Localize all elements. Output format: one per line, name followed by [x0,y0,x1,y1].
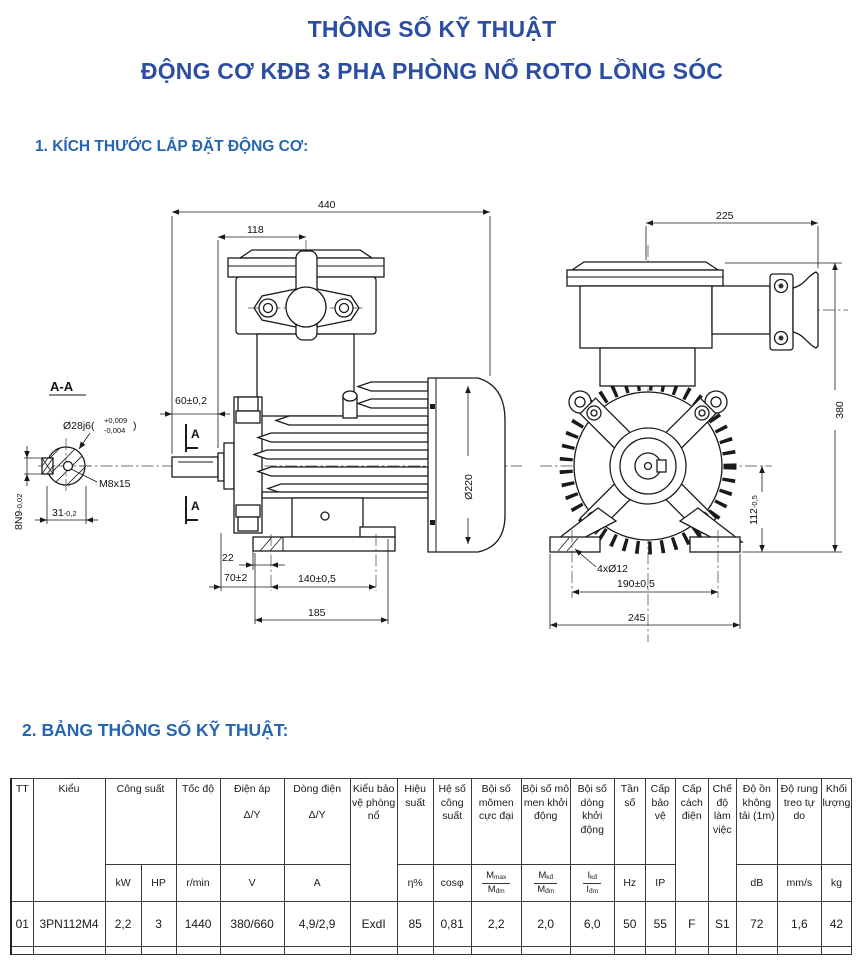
section-aa-view [13,379,137,530]
cell-insulation: F [675,902,708,947]
section-2-heading: 2. BẢNG THÔNG SỐ KỸ THUẬT: [22,720,289,740]
unit-mkd-ratio: $\frac{\text{Mkđ}}{\text{Mđm}}$ [521,865,570,902]
unit-mmax-ratio: $\frac{Mmax}{\text{Mđm}}$ [471,865,521,902]
table-header-row [11,779,852,865]
motor-side-view [80,199,522,624]
unit-hp: HP [141,865,176,902]
col-header-start-torque: Bội số mô men khởi động [521,779,570,865]
col-header-frequency: Tần số [614,779,645,865]
motor-front-view [540,210,848,642]
col-header-vibration: Độ rung treo tự do [777,779,821,865]
dim-base-length: 185 [308,607,326,619]
dim-box-width: 225 [716,210,734,222]
unit-v: V [220,865,284,902]
unit-hz: Hz [614,865,645,902]
cell-kw: 2,2 [105,902,141,947]
col-header-power: Công suất [105,779,176,865]
unit-cos: cosφ [433,865,471,902]
cut-marker-a-top: A [191,427,200,441]
dim-foot-holes: 4xØ12 [597,563,628,575]
cell-model: 3PN112M4 [33,902,105,947]
cell-ip: 55 [645,902,675,947]
dim-overall-length: 440 [318,199,336,211]
unit-rmin: r/min [176,865,220,902]
col-header-protection: Kiểu bảo vệ phòng nổ [350,779,397,902]
unit-ikd-ratio: $\frac{\text{Ikđ}}{\text{Iđm}}$ [570,865,614,902]
cell-current: 4,9/2,9 [284,902,350,947]
cell-start-torque: 2,0 [521,902,570,947]
page-title-line1: THÔNG SỐ KỸ THUẬT [307,16,557,42]
col-header-tt: TT [11,779,33,902]
unit-kg: kg [821,865,851,902]
col-header-weight: Khối lượng [821,779,851,865]
unit-db: dB [736,865,777,902]
dim-foot-edge: 22 [222,552,234,564]
cell-vibration: 1,6 [777,902,821,947]
section-1-heading: 1. KÍCH THƯỚC LẮP ĐẶT ĐỘNG CƠ: [35,138,309,155]
dim-shaft-length: 60±0,2 [175,395,208,407]
cell-hp: 3 [141,902,176,947]
dim-base-width: 245 [628,612,646,624]
dim-keyway-width: 8N9-0,02 [13,493,25,530]
dim-box-center: 118 [247,224,264,236]
cell-noise: 72 [736,902,777,947]
cell-power-factor: 0,81 [433,902,471,947]
unit-eta: η% [397,865,433,902]
dim-key-flat: 31-0,2 [52,507,77,519]
shaft-diameter-callout: Ø28j6( +0,009 -0,004 ) [63,416,137,435]
cell-tt: 01 [11,902,33,947]
unit-a: A [284,865,350,902]
table-next-row-sliver [11,947,852,955]
col-header-start-current: Bội số dòng khởi động [570,779,614,865]
col-header-voltage: Điện áp Δ/Y [220,779,284,865]
cell-start-current: 6,0 [570,902,614,947]
dim-foot-span: 140±0,5 [298,573,336,585]
cell-frequency: 50 [614,902,645,947]
table-data-row [11,902,852,947]
cell-protection: ExdI [350,902,397,947]
cell-duty: S1 [708,902,736,947]
dim-shaft-to-foot: 70±2 [224,572,248,584]
motor-dimension-drawing [0,190,864,680]
spec-table [10,778,852,955]
col-header-insulation: Cấp cách điện [675,779,708,902]
section-aa-label: A-A [50,379,74,394]
dim-frame-diameter: Ø220 [463,474,475,500]
unit-ip: IP [645,865,675,902]
cell-weight: 42 [821,902,851,947]
cut-marker-a-bottom: A [191,499,200,513]
col-header-model: Kiểu [33,779,105,902]
unit-mms: mm/s [777,865,821,902]
cell-voltage: 380/660 [220,902,284,947]
col-header-power-factor: Hệ số công suất [433,779,471,865]
col-header-current: Dòng điện Δ/Y [284,779,350,865]
col-header-ip: Cấp bảo vệ [645,779,675,865]
unit-kw: kW [105,865,141,902]
col-header-noise: Độ ồn không tải (1m) [736,779,777,865]
dim-foot-hole-span: 190±0,5 [617,578,655,590]
dim-shaft-height: 112-0,5 [748,495,760,525]
page-title-line2: ĐỘNG CƠ KĐB 3 PHA PHÒNG NỔ ROTO LỒNG SÓC [140,58,724,84]
dim-overall-height: 380 [834,401,846,419]
col-header-efficiency: Hiệu suất [397,779,433,865]
col-header-speed: Tốc độ [176,779,220,865]
tap-hole-callout: M8x15 [99,478,131,490]
cell-max-torque: 2,2 [471,902,521,947]
cell-efficiency: 85 [397,902,433,947]
col-header-max-torque: Bội số mômen cực đại [471,779,521,865]
col-header-duty: Chế độ làm việc [708,779,736,902]
cell-rpm: 1440 [176,902,220,947]
